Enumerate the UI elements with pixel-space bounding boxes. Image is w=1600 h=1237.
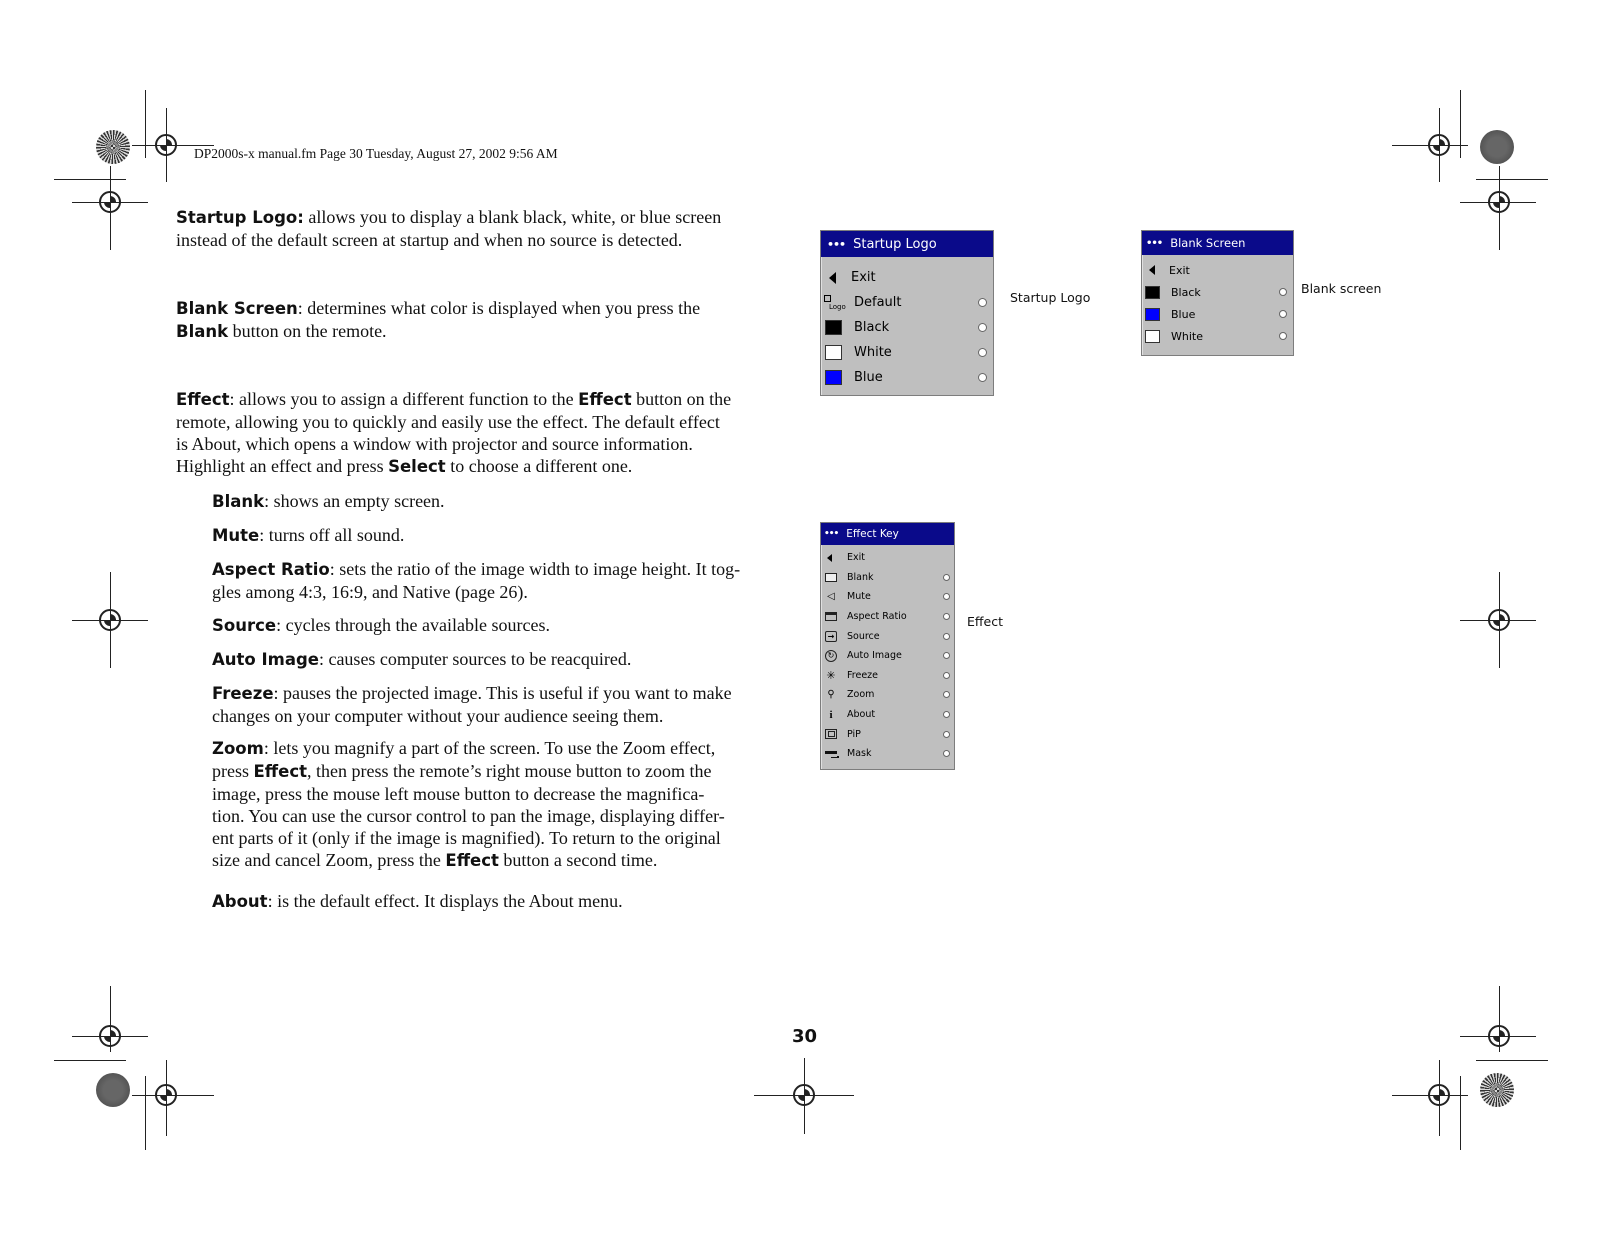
term: Blank Screen xyxy=(176,299,298,318)
menu-title: Blank Screen xyxy=(1170,236,1246,250)
crop-line xyxy=(1392,1095,1468,1096)
text: : is the default effect. It displays the About menu. xyxy=(267,891,623,911)
back-arrow-icon xyxy=(827,554,832,562)
sub-mute xyxy=(212,524,404,547)
menu-item-zoom[interactable] xyxy=(821,685,954,705)
startup-logo-menu xyxy=(820,230,994,396)
menu-dots-icon: ••• xyxy=(827,237,846,251)
menu-item-label: Exit xyxy=(851,270,876,285)
sub-zoom xyxy=(212,737,812,872)
text: : pauses the projected image. This is useful if you want to make xyxy=(273,683,732,703)
sub-freeze xyxy=(212,682,812,727)
black-swatch-icon xyxy=(1145,286,1160,299)
radio-button[interactable] xyxy=(1279,310,1287,318)
menu-item-label: Aspect Ratio xyxy=(847,611,907,623)
radio-button[interactable] xyxy=(943,652,950,659)
text: : cycles through the available sources. xyxy=(276,615,550,635)
crop-line xyxy=(166,108,167,182)
text: button on the xyxy=(631,389,732,409)
text: is About, which opens a window with projector and source information. xyxy=(176,434,693,454)
crop-line xyxy=(110,572,111,668)
text: : determines what color is displayed when you press the xyxy=(297,298,701,318)
menu-dots-icon: ••• xyxy=(1146,237,1163,249)
menu-item-label: Mute xyxy=(847,591,871,603)
text: changes on your computer without your audience seeing them. xyxy=(212,706,664,726)
blank-screen-icon xyxy=(825,573,837,582)
crop-line xyxy=(110,166,111,250)
radio-button[interactable] xyxy=(1279,332,1287,340)
crop-line xyxy=(1460,1036,1536,1037)
radio-button[interactable] xyxy=(978,348,987,357)
aspect-ratio-icon xyxy=(825,612,837,621)
logo-icon: Logo xyxy=(824,295,844,311)
blue-swatch-icon xyxy=(1145,308,1160,321)
crop-line xyxy=(145,90,146,158)
sub-blank xyxy=(212,490,445,513)
page-number: 30 xyxy=(792,1026,818,1047)
menu-item-about[interactable] xyxy=(821,705,954,725)
crop-line xyxy=(1499,166,1500,250)
crop-line xyxy=(1499,572,1500,668)
menu-title-bar xyxy=(821,523,954,545)
crop-line xyxy=(54,1060,126,1061)
black-swatch-icon xyxy=(825,320,842,335)
crop-line xyxy=(1499,986,1500,1052)
auto-image-icon: ↻ xyxy=(825,650,837,662)
radio-button[interactable] xyxy=(978,298,987,307)
sub-aspect-ratio xyxy=(212,558,812,603)
sub-source xyxy=(212,614,550,637)
registration-star-icon xyxy=(1480,1073,1514,1107)
blue-swatch-icon xyxy=(825,370,842,385)
sub-about xyxy=(212,890,623,913)
startup-logo-paragraph xyxy=(176,206,786,251)
menu-item-blue[interactable] xyxy=(1142,303,1293,325)
registration-dark-icon xyxy=(1480,130,1514,164)
radio-button[interactable] xyxy=(943,750,950,757)
magnifier-icon: ⚲ xyxy=(827,689,835,701)
menu-title-bar xyxy=(1142,231,1293,255)
menu-item-freeze[interactable] xyxy=(821,666,954,686)
radio-button[interactable] xyxy=(1279,288,1287,296)
file-header: DP2000s-x manual.fm Page 30 Tuesday, August 27, 2002 9:56 AM xyxy=(194,146,558,161)
crop-line xyxy=(1392,145,1468,146)
radio-button[interactable] xyxy=(943,593,950,600)
menu-title-bar xyxy=(821,231,993,257)
menu-item-label: Default xyxy=(854,295,902,310)
text: button on the remote. xyxy=(228,321,387,341)
menu-title: Effect Key xyxy=(846,528,899,540)
radio-button[interactable] xyxy=(978,373,987,382)
term: Freeze xyxy=(212,684,274,703)
radio-button[interactable] xyxy=(943,574,950,581)
menu-item-mute[interactable] xyxy=(821,587,954,607)
crop-line xyxy=(145,1076,146,1150)
term: Effect xyxy=(253,762,307,781)
text: : allows you to assign a different function to the xyxy=(229,389,579,409)
menu-item-label: PiP xyxy=(847,728,861,740)
menu-item-label: Blue xyxy=(854,370,883,385)
text: : sets the ratio of the image width to image height. It tog- xyxy=(329,559,741,579)
blank-screen-menu xyxy=(1141,230,1294,356)
crop-line xyxy=(54,179,126,180)
menu-item-label: Black xyxy=(1171,285,1201,299)
info-icon: i xyxy=(829,708,833,721)
menu-item-label: White xyxy=(854,345,892,360)
crop-line xyxy=(1476,179,1548,180)
menu-item-mask[interactable] xyxy=(821,744,954,764)
text: gles among 4:3, 16:9, and Native (page 26). xyxy=(212,582,528,602)
menu-item-exit[interactable] xyxy=(821,548,954,568)
radio-button[interactable] xyxy=(943,613,950,620)
back-arrow-icon xyxy=(829,272,836,284)
text: : shows an empty screen. xyxy=(264,491,445,511)
menu-item-white[interactable] xyxy=(821,340,993,365)
text: : causes computer sources to be reacquired. xyxy=(318,649,632,669)
crop-line xyxy=(1460,1076,1461,1150)
text: remote, allowing you to quickly and easily use the effect. The default effect xyxy=(176,412,720,432)
crop-line xyxy=(1439,108,1440,182)
term: Aspect Ratio xyxy=(212,560,330,579)
menu-item-source[interactable] xyxy=(821,626,954,646)
pip-icon xyxy=(825,729,837,739)
menu-item-label: Freeze xyxy=(847,669,878,681)
radio-button[interactable] xyxy=(943,633,950,640)
crop-line xyxy=(1439,1060,1440,1136)
effect-paragraph xyxy=(176,388,796,478)
text: size and cancel Zoom, press the xyxy=(212,850,446,870)
crop-line xyxy=(166,1060,167,1136)
white-swatch-icon xyxy=(825,345,842,360)
menu-item-label: About xyxy=(847,709,876,721)
text: instead of the default screen at startup and when no source is detected. xyxy=(176,230,683,250)
menu-item-auto-image[interactable] xyxy=(821,646,954,666)
term: Blank xyxy=(212,492,265,511)
menu-item-white[interactable] xyxy=(1142,325,1293,347)
source-icon: → xyxy=(825,631,837,642)
menu-item-exit[interactable] xyxy=(821,265,993,290)
text: image, press the mouse left mouse button to decrease the magnifica- xyxy=(212,784,705,804)
sub-auto-image xyxy=(212,648,631,671)
text: ent parts of it (only if the image is magnified). To return to the original xyxy=(212,828,721,848)
crop-line xyxy=(110,986,111,1052)
menu-item-black[interactable] xyxy=(821,315,993,340)
radio-button[interactable] xyxy=(943,731,950,738)
menu-item-label: Auto Image xyxy=(847,650,902,662)
text: tion. You can use the cursor control to pan the image, displaying differ- xyxy=(212,806,725,826)
crop-line xyxy=(1476,1060,1548,1061)
registration-dark-icon xyxy=(96,1073,130,1107)
term: Zoom xyxy=(212,739,264,758)
term: Effect xyxy=(176,390,230,409)
term: Source xyxy=(212,616,277,635)
menu-item-label: Zoom xyxy=(847,689,875,701)
menu-item-pip[interactable] xyxy=(821,724,954,744)
menu-item-label: White xyxy=(1171,329,1203,343)
back-arrow-icon xyxy=(1149,265,1155,275)
menu-item-label: Black xyxy=(854,320,890,335)
blank-screen-caption: Blank screen xyxy=(1301,281,1382,296)
radio-button[interactable] xyxy=(943,672,950,679)
snowflake-icon: ✳ xyxy=(826,668,836,682)
menu-title: Startup Logo xyxy=(853,236,937,252)
menu-item-label: Exit xyxy=(847,552,865,564)
term: Mute xyxy=(212,526,260,545)
crop-line xyxy=(1460,202,1536,203)
term: Select xyxy=(388,457,446,476)
term: About xyxy=(212,892,268,911)
radio-button[interactable] xyxy=(978,323,987,332)
crop-line xyxy=(132,1095,214,1096)
term: Blank xyxy=(176,322,229,341)
crop-line xyxy=(1460,620,1536,621)
term: Startup Logo: xyxy=(176,208,304,227)
term: Effect xyxy=(578,390,632,409)
registration-star-icon xyxy=(96,130,130,164)
text: : turns off all sound. xyxy=(259,525,405,545)
menu-item-exit[interactable] xyxy=(1142,259,1293,281)
mask-icon xyxy=(825,751,837,757)
text: button a second time. xyxy=(498,850,658,870)
crop-line xyxy=(804,1058,805,1134)
text: Highlight an effect and press xyxy=(176,456,389,476)
menu-item-default[interactable] xyxy=(821,290,993,315)
menu-item-aspect-ratio[interactable] xyxy=(821,607,954,627)
blank-screen-paragraph xyxy=(176,297,786,343)
menu-item-blue[interactable] xyxy=(821,365,993,390)
text: , then press the remote’s right mouse button to zoom the xyxy=(307,761,712,781)
text: : lets you magnify a part of the screen. To use the Zoom effect, xyxy=(263,738,716,758)
term: Effect xyxy=(445,851,499,870)
effect-caption: Effect xyxy=(967,614,1003,629)
startup-logo-caption: Startup Logo xyxy=(1010,290,1091,305)
menu-item-label: Source xyxy=(847,630,880,642)
menu-item-black[interactable] xyxy=(1142,281,1293,303)
term: Auto Image xyxy=(212,650,319,669)
radio-button[interactable] xyxy=(943,711,950,718)
menu-item-blank[interactable] xyxy=(821,568,954,588)
menu-item-label: Exit xyxy=(1169,263,1190,277)
text: allows you to display a blank black, white, or blue screen xyxy=(303,207,722,227)
menu-item-label: Mask xyxy=(847,748,872,760)
mute-speaker-icon: ◁ xyxy=(827,591,835,603)
menu-item-label: Blue xyxy=(1171,307,1196,321)
radio-button[interactable] xyxy=(943,691,950,698)
menu-dots-icon: ••• xyxy=(824,529,839,539)
text: press xyxy=(212,761,254,781)
effect-key-menu xyxy=(820,522,955,770)
white-swatch-icon xyxy=(1145,330,1160,343)
crop-line xyxy=(1460,90,1461,158)
menu-item-label: Blank xyxy=(847,571,874,583)
text: to choose a different one. xyxy=(445,456,633,476)
